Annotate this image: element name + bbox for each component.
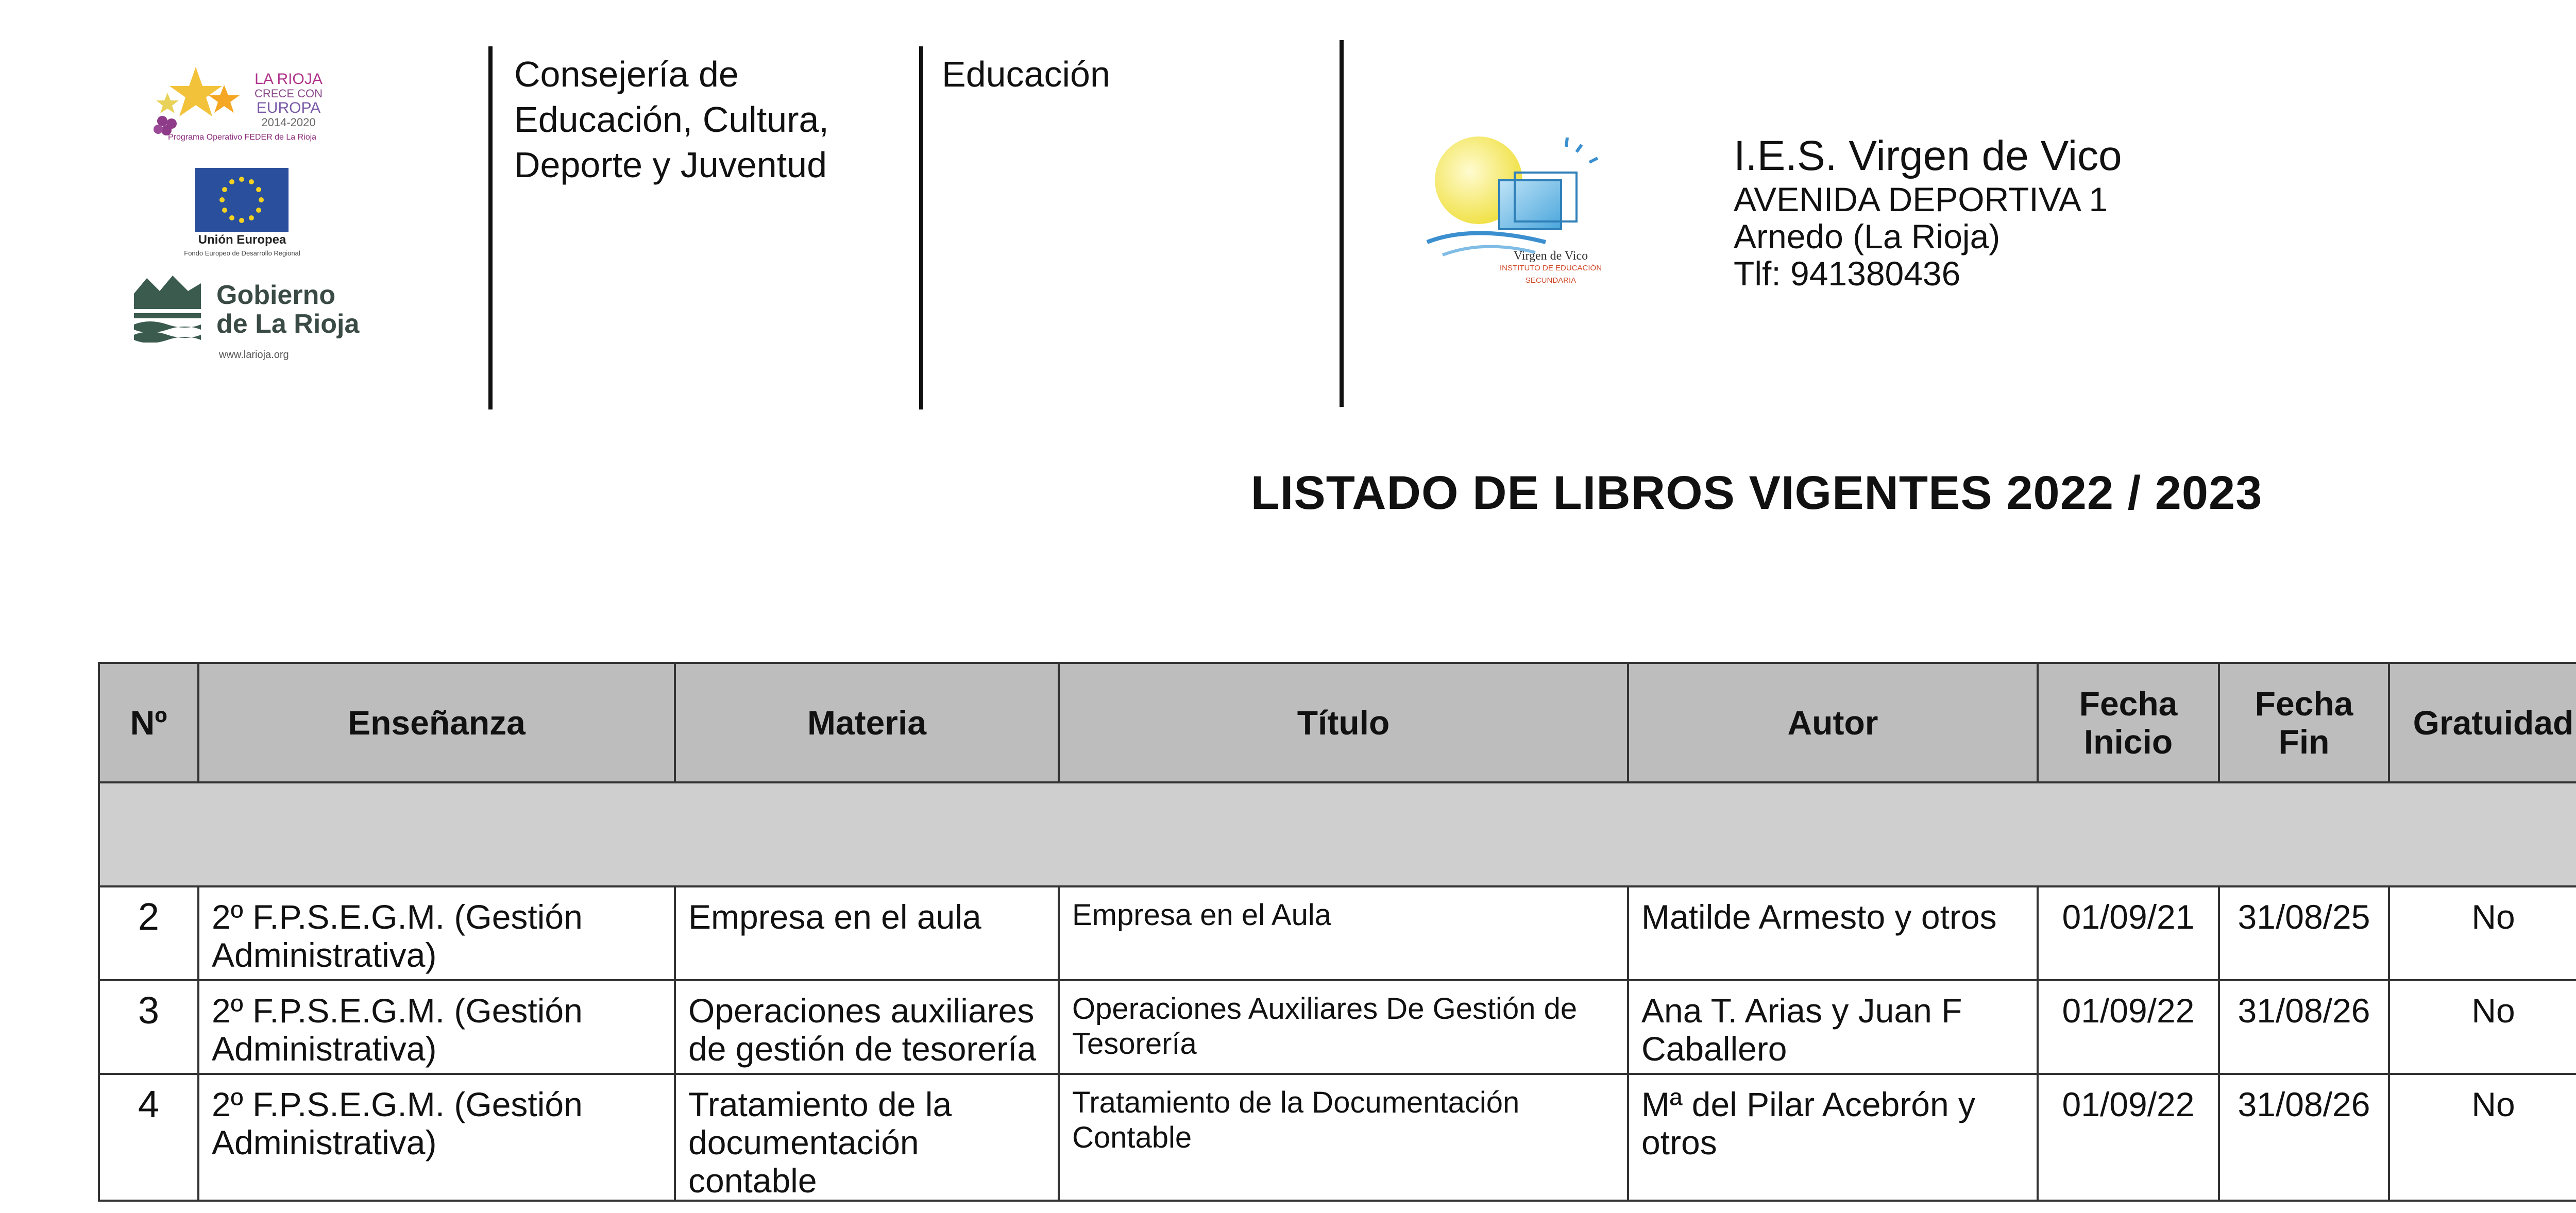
eu-caption: Fondo Europeo de Desarrollo Regional — [184, 249, 300, 257]
header-divider-1 — [488, 46, 493, 409]
cell-fecha-fin: 31/08/26 — [2219, 980, 2389, 1074]
cell-materia — [675, 1074, 1059, 1201]
col-header-line: Fecha — [2079, 685, 2178, 723]
cell-line: Ana T. Arias y Juan F — [1641, 992, 1962, 1030]
larioja-line3: EUROPA — [256, 99, 321, 116]
cell-autor — [1628, 1074, 2038, 1201]
table-group-row — [99, 782, 2576, 886]
col-header-gratuidad: Gratuidad — [2389, 663, 2576, 782]
cell-line: Operaciones auxiliares — [688, 992, 1035, 1030]
cell-autor — [1628, 886, 2038, 980]
header-divider-2 — [919, 46, 923, 409]
cell-fecha-fin: 31/08/26 — [2219, 1074, 2389, 1201]
cell-autor — [1628, 980, 2038, 1074]
cell-line: Administrativa) — [212, 1030, 437, 1068]
school-name: I.E.S. Virgen de Vico — [1734, 132, 2122, 179]
cell-materia — [675, 980, 1059, 1074]
larioja-line1: LA RIOJA — [255, 71, 323, 88]
department-line: Consejería de — [514, 54, 739, 94]
department-name — [514, 52, 829, 187]
cell-line: otros — [1641, 1123, 1717, 1161]
cell-line: 2º F.P.S.E.G.M. (Gestión — [212, 1085, 583, 1123]
cell-line: Matilde Armesto y otros — [1641, 898, 1997, 936]
cell-titulo — [1059, 886, 1628, 980]
department-line: Deporte y Juventud — [514, 145, 827, 185]
school-phone: Tlf: 941380436 — [1734, 254, 1961, 293]
document-title: LISTADO DE LIBROS VIGENTES 2022 / 2023 — [1250, 467, 2263, 519]
area-name: Educación — [942, 54, 1110, 94]
cell-line: Operaciones Auxiliares De Gestión de — [1072, 992, 1578, 1026]
gobierno-emblem-icon — [129, 273, 206, 343]
cell-materia — [675, 886, 1059, 980]
cell-line: Administrativa) — [212, 1123, 437, 1161]
group-cell — [99, 782, 2576, 886]
eu-flag-icon — [195, 168, 289, 232]
cell-fecha-inicio: 01/09/22 — [2038, 1074, 2219, 1201]
cell-line: Empresa en el aula — [688, 898, 981, 936]
larioja-line2: CRECE CON — [254, 87, 323, 100]
cell-ensenanza — [198, 1074, 675, 1201]
eu-name: Unión Europea — [198, 233, 286, 247]
cell-line: Caballero — [1641, 1030, 1787, 1068]
cell-line: contable — [688, 1161, 817, 1200]
col-header-line: Fecha — [2255, 685, 2353, 723]
cell-line: Mª del Pilar Acebrón y — [1641, 1085, 1976, 1123]
department-line: Educación, Cultura, — [514, 99, 829, 140]
cell-fecha-inicio: 01/09/21 — [2038, 886, 2219, 980]
cell-ensenanza — [198, 980, 675, 1074]
school-info — [1734, 131, 2122, 292]
cell-number: 3 — [99, 980, 198, 1074]
cell-line: Tratamiento de la Documentación — [1072, 1086, 1520, 1119]
table-row — [99, 1074, 2576, 1201]
table-row — [99, 980, 2576, 1074]
cell-line: Tratamiento de la — [688, 1085, 952, 1123]
feder-caption: Programa Operativo FEDER de La Rioja — [167, 133, 317, 142]
school-logo-line3: SECUNDARIA — [1525, 276, 1577, 285]
col-header-line: Fin — [2278, 723, 2330, 761]
table-row — [99, 886, 2576, 980]
school-address: AVENIDA DEPORTIVA 1 — [1734, 180, 2108, 218]
gobierno-line2: de La Rioja — [216, 309, 360, 339]
cell-gratuidad: No — [2389, 886, 2576, 980]
cell-number: 2 — [99, 886, 198, 980]
cell-line: 2º F.P.S.E.G.M. (Gestión — [212, 898, 583, 936]
cell-fecha-inicio: 01/09/22 — [2038, 980, 2219, 1074]
stars-grapes-icon — [147, 64, 250, 142]
cell-fecha-fin: 31/08/25 — [2219, 886, 2389, 980]
col-header-fecha-inicio — [2038, 663, 2219, 782]
col-header-ensenanza: Enseñanza — [198, 663, 675, 782]
cell-ensenanza — [198, 886, 675, 980]
col-header-autor: Autor — [1628, 663, 2038, 782]
cell-gratuidad: No — [2389, 980, 2576, 1074]
cell-line: de gestión de tesorería — [688, 1030, 1037, 1068]
gobierno-line1: Gobierno — [216, 280, 336, 310]
cell-line: Tesorería — [1072, 1027, 1197, 1061]
gobierno-url: www.larioja.org — [219, 349, 289, 361]
cell-gratuidad: No — [2389, 1074, 2576, 1201]
col-header-titulo: Título — [1059, 663, 1628, 782]
header-divider-3 — [1340, 40, 1344, 407]
cell-titulo — [1059, 980, 1628, 1074]
cell-line: Empresa en el Aula — [1072, 898, 1331, 932]
col-header-line: Inicio — [2083, 723, 2173, 761]
col-header-materia: Materia — [675, 663, 1059, 782]
col-header-fecha-fin — [2219, 663, 2389, 782]
cell-number: 4 — [99, 1074, 198, 1201]
cell-line: 2º F.P.S.E.G.M. (Gestión — [212, 992, 583, 1030]
cell-line: Administrativa) — [212, 936, 437, 974]
school-city: Arnedo (La Rioja) — [1734, 217, 2001, 255]
col-header-number: Nº — [99, 663, 198, 782]
larioja-line4: 2014-2020 — [261, 116, 316, 129]
table-header-row — [99, 663, 2576, 782]
books-table — [98, 662, 2576, 1202]
cell-titulo — [1059, 1074, 1628, 1201]
cell-line: Contable — [1072, 1121, 1192, 1154]
school-logo-line1: Virgen de Vico — [1513, 249, 1588, 263]
cell-line: documentación — [688, 1123, 919, 1161]
school-logo-line2: INSTITUTO DE EDUCACIÓN — [1499, 264, 1602, 272]
